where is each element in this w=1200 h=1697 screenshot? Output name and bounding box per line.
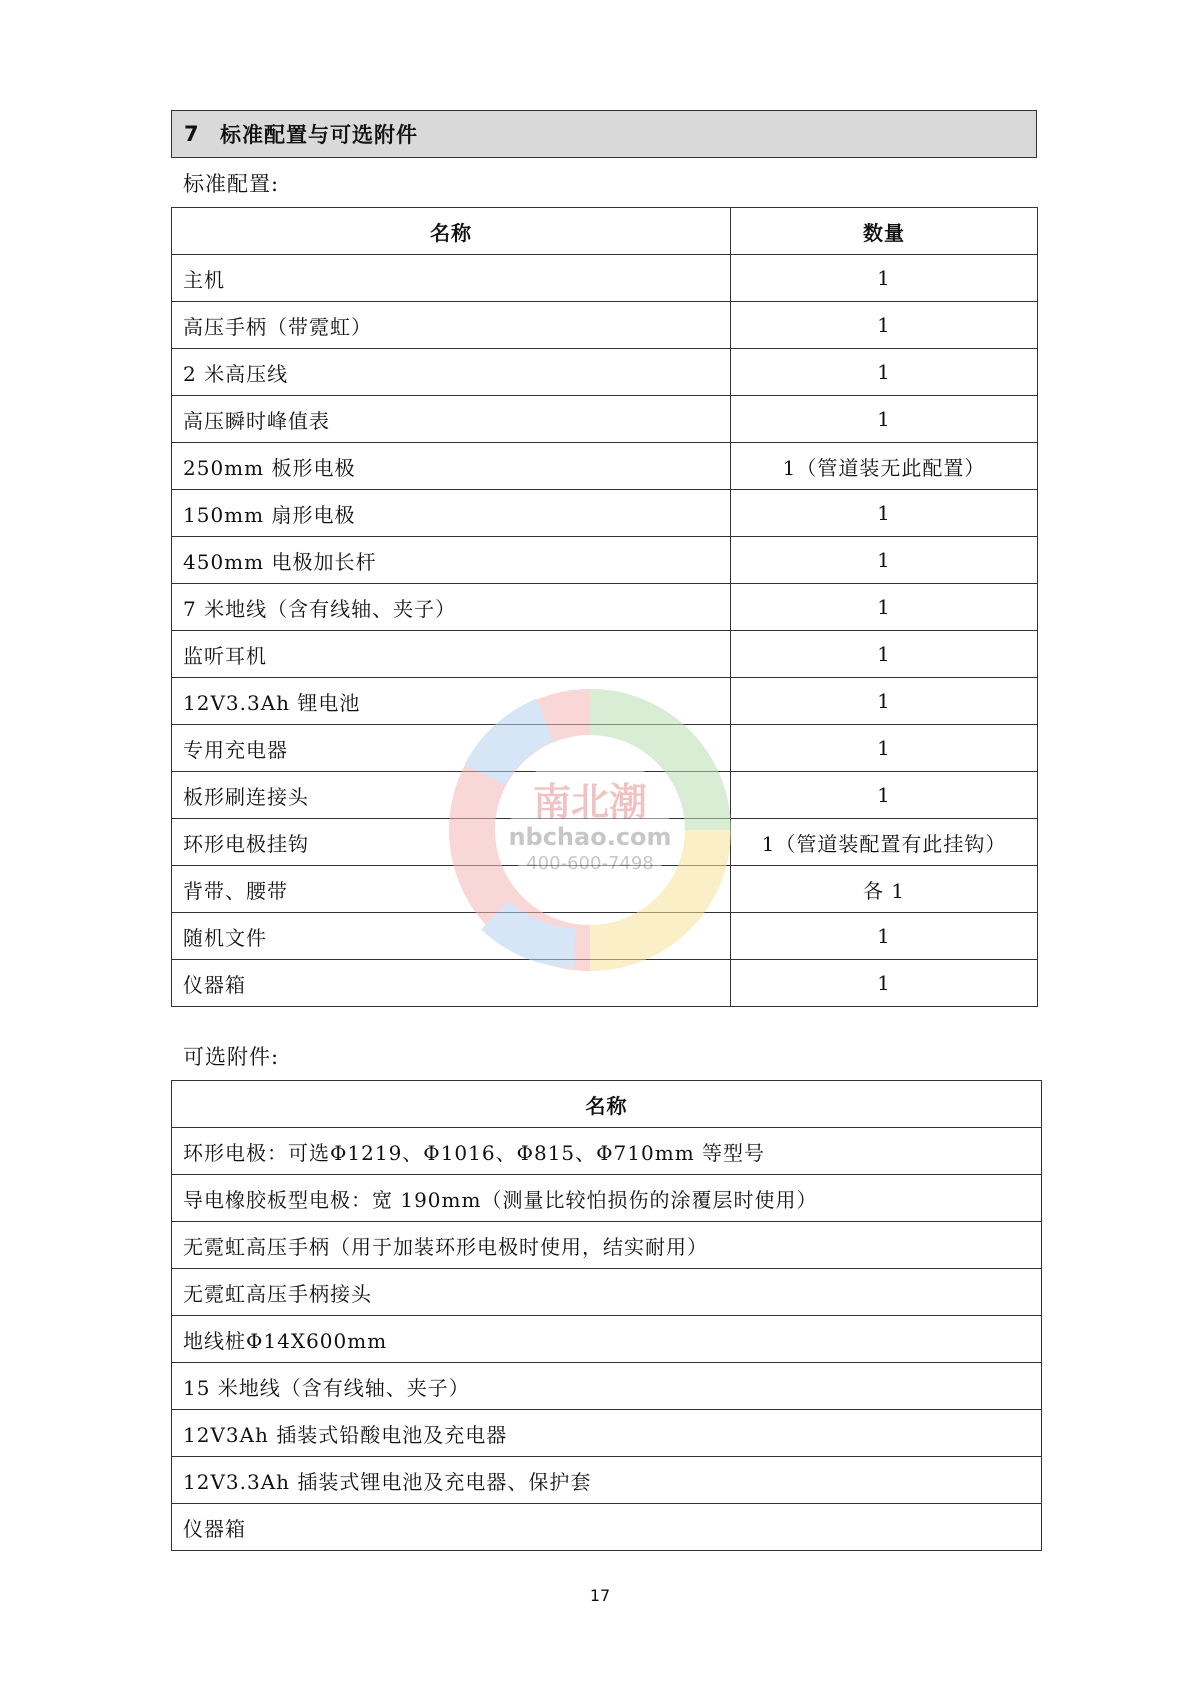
item-quantity-cell: 1 — [731, 537, 1038, 584]
table-row — [172, 1128, 1042, 1175]
table-row — [172, 1175, 1042, 1222]
item-name-cell: 随机文件 — [172, 913, 731, 960]
table-row — [172, 1363, 1042, 1410]
watermark-site: nbchao.com — [508, 823, 672, 851]
table-row — [172, 537, 1038, 584]
item-name-cell: 150mm 扇形电极 — [172, 490, 731, 537]
table-row — [172, 490, 1038, 537]
item-quantity-cell: 1 — [731, 396, 1038, 443]
quantity-column-header: 数量 — [731, 208, 1038, 255]
table-header-row — [172, 208, 1038, 255]
item-name-cell: 环形电极挂钩 — [172, 819, 731, 866]
table-row — [172, 302, 1038, 349]
item-quantity-cell: 各 1 — [731, 866, 1038, 913]
item-name-cell: 专用充电器 — [172, 725, 731, 772]
watermark-phone: 400-600-7498 — [526, 853, 654, 874]
accessory-name-cell: 12V3.3Ah 插装式锂电池及充电器、保护套 — [172, 1457, 1042, 1504]
section-title: 标准配置与可选附件 — [220, 123, 418, 147]
accessory-name-cell: 导电橡胶板型电极：宽 190mm（测量比较怕损伤的涂覆层时使用） — [172, 1175, 1042, 1222]
table-row — [172, 349, 1038, 396]
item-name-cell: 2 米高压线 — [172, 349, 731, 396]
table-row — [172, 1504, 1042, 1551]
item-quantity-cell: 1 — [731, 913, 1038, 960]
item-name-cell: 背带、腰带 — [172, 866, 731, 913]
item-name-cell: 板形刷连接头 — [172, 772, 731, 819]
item-quantity-cell: 1 — [731, 255, 1038, 302]
item-name-cell: 250mm 板形电极 — [172, 443, 731, 490]
standard-config-label: 标准配置: — [183, 172, 280, 196]
item-quantity-cell: 1（管道装配置有此挂钩） — [731, 819, 1038, 866]
table-row — [172, 1269, 1042, 1316]
item-quantity-cell: 1 — [731, 302, 1038, 349]
item-name-cell: 高压瞬时峰值表 — [172, 396, 731, 443]
table-row — [172, 1316, 1042, 1363]
page-number: 17 — [589, 1586, 611, 1605]
item-name-cell: 高压手柄（带霓虹） — [172, 302, 731, 349]
item-quantity-cell: 1 — [731, 349, 1038, 396]
item-name-cell: 仪器箱 — [172, 960, 731, 1007]
accessory-name-cell: 12V3Ah 插装式铅酸电池及充电器 — [172, 1410, 1042, 1457]
table-row — [172, 396, 1038, 443]
table-row — [172, 584, 1038, 631]
accessory-name-cell: 15 米地线（含有线轴、夹子） — [172, 1363, 1042, 1410]
item-name-cell: 450mm 电极加长杆 — [172, 537, 731, 584]
section-header — [171, 110, 1037, 158]
watermark-brand: 南北潮 — [532, 780, 648, 824]
item-quantity-cell: 1 — [731, 584, 1038, 631]
optional-accessories-table — [171, 1080, 1042, 1551]
accessory-name-cell: 环形电极：可选Φ1219、Φ1016、Φ815、Φ710mm 等型号 — [172, 1128, 1042, 1175]
item-name-cell: 主机 — [172, 255, 731, 302]
accessory-name-cell: 地线桩Φ14X600mm — [172, 1316, 1042, 1363]
watermark-logo — [425, 665, 755, 1065]
accessory-name-cell: 无霓虹高压手柄（用于加装环形电极时使用，结实耐用） — [172, 1222, 1042, 1269]
item-quantity-cell: 1 — [731, 631, 1038, 678]
item-quantity-cell: 1 — [731, 725, 1038, 772]
item-quantity-cell: 1 — [731, 960, 1038, 1007]
table-row — [172, 1457, 1042, 1504]
name-column-header: 名称 — [172, 1081, 1042, 1128]
item-name-cell: 7 米地线（含有线轴、夹子） — [172, 584, 731, 631]
table-row — [172, 443, 1038, 490]
optional-accessories-label: 可选附件: — [183, 1045, 280, 1069]
item-name-cell: 监听耳机 — [172, 631, 731, 678]
table-row — [172, 1410, 1042, 1457]
item-quantity-cell: 1 — [731, 678, 1038, 725]
accessory-name-cell: 无霓虹高压手柄接头 — [172, 1269, 1042, 1316]
section-number: 7 — [184, 122, 200, 146]
item-quantity-cell: 1（管道装无此配置） — [731, 443, 1038, 490]
item-name-cell: 12V3.3Ah 锂电池 — [172, 678, 731, 725]
table-row — [172, 1222, 1042, 1269]
accessory-name-cell: 仪器箱 — [172, 1504, 1042, 1551]
table-header-row — [172, 1081, 1042, 1128]
table-row — [172, 255, 1038, 302]
item-quantity-cell: 1 — [731, 772, 1038, 819]
item-quantity-cell: 1 — [731, 490, 1038, 537]
name-column-header: 名称 — [172, 208, 731, 255]
